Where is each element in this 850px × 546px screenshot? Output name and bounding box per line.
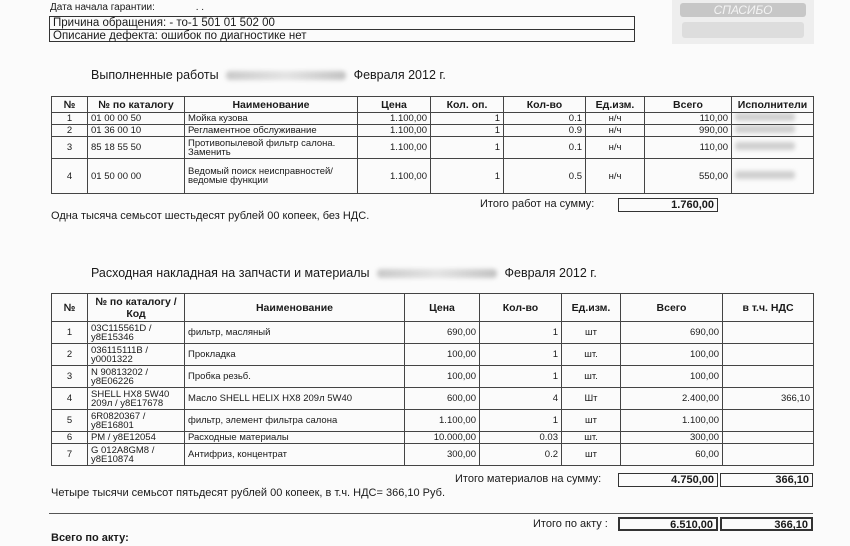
- col-ops: Кол. оп.: [431, 97, 504, 113]
- row-price: 10.000,00: [405, 432, 480, 444]
- logo-text: СПАСИБО: [713, 3, 773, 17]
- row-ops: 1: [431, 159, 504, 194]
- row-name: Антифриз, концентрат: [185, 444, 405, 466]
- row-unit: шт: [562, 444, 621, 466]
- row-name: Мойка кузова: [185, 113, 358, 125]
- parts-title-suffix: Февраля 2012 г.: [504, 266, 597, 280]
- row-price: 1.100,00: [358, 137, 431, 159]
- row-n: 1: [52, 322, 88, 344]
- row-name: Противопылевой фильтр салона. Заменить: [185, 137, 358, 159]
- row-qty: 1: [480, 410, 562, 432]
- works-title-suffix: Февраля 2012 г.: [353, 68, 446, 82]
- row-price: 300,00: [405, 444, 480, 466]
- divider: [49, 513, 813, 514]
- row-unit: шт.: [562, 366, 621, 388]
- row-ops: 1: [431, 137, 504, 159]
- row-unit: Шт: [562, 388, 621, 410]
- act-total-value: 6.510,00: [618, 517, 718, 531]
- stamp-logo: [672, 0, 814, 44]
- works-total-label: Итого работ на сумму:: [480, 198, 595, 210]
- warranty-start: [50, 2, 204, 13]
- col-unit: Ед.изм.: [586, 97, 645, 113]
- col-vat: в т.ч. НДС: [723, 294, 814, 322]
- reason-box: Причина обращения: - то-1 501 01 502 00: [49, 16, 635, 29]
- row-name: Пробка резьб.: [185, 366, 405, 388]
- row-price: 690,00: [405, 322, 480, 344]
- row-total: 100,00: [621, 344, 723, 366]
- row-executor: [732, 159, 814, 194]
- row-n: 1: [52, 113, 88, 125]
- row-name: фильтр, масляный: [185, 322, 405, 344]
- row-price: 1.100,00: [405, 410, 480, 432]
- row-code: N 90813202 / у8Е06226: [88, 366, 185, 388]
- col-total: Всего: [621, 294, 723, 322]
- row-code: G 012A8GM8 / у8Е10874: [88, 444, 185, 466]
- col-qty: Кол-во: [480, 294, 562, 322]
- row-name: Ведомый поиск неисправностей/ведомые функции: [185, 159, 358, 194]
- row-code: SHELL HX8 5W40 209л / у8Е17678: [88, 388, 185, 410]
- warranty-value: . .: [195, 2, 205, 13]
- row-total: 1.100,00: [621, 410, 723, 432]
- col-n: №: [52, 294, 88, 322]
- row-name: Прокладка: [185, 344, 405, 366]
- act-all-label: Всего по акту:: [51, 532, 129, 544]
- redacted-date: [377, 269, 497, 278]
- row-total: 990,00: [645, 125, 732, 137]
- row-name: Регламентное обслуживание: [185, 125, 358, 137]
- row-name: фильтр, элемент фильтра салона: [185, 410, 405, 432]
- act-total-label: Итого по акту :: [533, 518, 608, 530]
- row-total: 100,00: [621, 366, 723, 388]
- table-row: [52, 388, 814, 410]
- row-price: 100,00: [405, 366, 480, 388]
- row-qty: 1: [480, 366, 562, 388]
- row-name: Масло SHELL HELIX HX8 209л 5W40: [185, 388, 405, 410]
- row-code: РМ / у8Е12054: [88, 432, 185, 444]
- row-n: 3: [52, 137, 88, 159]
- col-price: Цена: [358, 97, 431, 113]
- row-code: 036115111B / у0001322: [88, 344, 185, 366]
- works-table: [51, 96, 814, 194]
- row-unit: н/ч: [586, 113, 645, 125]
- parts-title: [91, 266, 597, 280]
- col-total: Всего: [645, 97, 732, 113]
- row-qty: 0.1: [504, 113, 586, 125]
- row-vat: 366,10: [723, 388, 814, 410]
- redacted-date: [226, 71, 346, 80]
- table-row: [52, 137, 814, 159]
- row-unit: шт.: [562, 344, 621, 366]
- row-total: 110,00: [645, 113, 732, 125]
- row-code: 03C115561D / у8Е15346: [88, 322, 185, 344]
- row-qty: 0.03: [480, 432, 562, 444]
- table-row: [52, 366, 814, 388]
- col-code: № по каталогу: [88, 97, 185, 113]
- act-total-vat: 366,10: [720, 517, 813, 531]
- row-executor: [732, 113, 814, 125]
- row-price: 1.100,00: [358, 125, 431, 137]
- row-price: 1.100,00: [358, 159, 431, 194]
- row-n: 5: [52, 410, 88, 432]
- row-unit: шт.: [562, 432, 621, 444]
- row-unit: шт: [562, 322, 621, 344]
- row-qty: 1: [480, 322, 562, 344]
- col-qty: Кол-во: [504, 97, 586, 113]
- parts-total-label: Итого материалов на сумму:: [455, 473, 602, 485]
- row-vat: [723, 366, 814, 388]
- row-total: 60,00: [621, 444, 723, 466]
- row-qty: 0.5: [504, 159, 586, 194]
- row-vat: [723, 444, 814, 466]
- row-n: 2: [52, 125, 88, 137]
- table-row: [52, 125, 814, 137]
- parts-title-prefix: Расходная накладная на запчасти и материалы: [91, 266, 370, 280]
- row-vat: [723, 410, 814, 432]
- row-vat: [723, 432, 814, 444]
- works-total-words: Одна тысяча семьсот шестьдесят рублей 00 копеек, без НДС.: [51, 210, 370, 222]
- row-code: 6R0820367 / у8Е16801: [88, 410, 185, 432]
- works-title: [91, 68, 446, 82]
- row-n: 6: [52, 432, 88, 444]
- row-executor: [732, 125, 814, 137]
- table-row: [52, 113, 814, 125]
- row-vat: [723, 322, 814, 344]
- warranty-label: Дата начала гарантии:: [50, 2, 155, 13]
- row-total: 300,00: [621, 432, 723, 444]
- row-qty: 1: [480, 344, 562, 366]
- col-executors: Исполнители: [732, 97, 814, 113]
- row-price: 600,00: [405, 388, 480, 410]
- row-n: 2: [52, 344, 88, 366]
- row-code: 01 50 00 00: [88, 159, 185, 194]
- row-unit: н/ч: [586, 137, 645, 159]
- works-title-prefix: Выполненные работы: [91, 68, 219, 82]
- col-unit: Ед.изм.: [562, 294, 621, 322]
- defect-box: Описание дефекта: ошибок по диагностике нет: [49, 29, 635, 42]
- row-n: 7: [52, 444, 88, 466]
- row-ops: 1: [431, 113, 504, 125]
- table-row: [52, 432, 814, 444]
- row-ops: 1: [431, 125, 504, 137]
- row-name: Расходные материалы: [185, 432, 405, 444]
- parts-total-value: 4.750,00: [618, 473, 718, 487]
- col-name: Наименование: [185, 294, 405, 322]
- row-vat: [723, 344, 814, 366]
- col-price: Цена: [405, 294, 480, 322]
- row-qty: 4: [480, 388, 562, 410]
- col-n: №: [52, 97, 88, 113]
- row-unit: н/ч: [586, 125, 645, 137]
- parts-total-vat: 366,10: [720, 473, 813, 487]
- parts-table: [51, 293, 814, 466]
- row-qty: 0.9: [504, 125, 586, 137]
- row-code: 85 18 55 50: [88, 137, 185, 159]
- row-price: 100,00: [405, 344, 480, 366]
- col-code: № по каталогу / Код: [88, 294, 185, 322]
- row-unit: шт: [562, 410, 621, 432]
- parts-header-row: [52, 294, 814, 322]
- row-executor: [732, 137, 814, 159]
- table-row: [52, 322, 814, 344]
- parts-total-words: Четыре тысячи семьсот пятьдесят рублей 00 копеек, в т.ч. НДС= 366,10 Руб.: [51, 487, 446, 499]
- row-qty: 0.2: [480, 444, 562, 466]
- row-total: 550,00: [645, 159, 732, 194]
- row-n: 4: [52, 159, 88, 194]
- works-header-row: [52, 97, 814, 113]
- row-total: 690,00: [621, 322, 723, 344]
- row-n: 4: [52, 388, 88, 410]
- row-n: 3: [52, 366, 88, 388]
- table-row: [52, 410, 814, 432]
- col-name: Наименование: [185, 97, 358, 113]
- table-row: [52, 444, 814, 466]
- row-total: 110,00: [645, 137, 732, 159]
- table-row: [52, 344, 814, 366]
- row-price: 1.100,00: [358, 113, 431, 125]
- table-row: [52, 159, 814, 194]
- row-code: 01 00 00 50: [88, 113, 185, 125]
- row-code: 01 36 00 10: [88, 125, 185, 137]
- row-unit: н/ч: [586, 159, 645, 194]
- works-total-value: 1.760,00: [618, 198, 718, 212]
- row-qty: 0.1: [504, 137, 586, 159]
- row-total: 2.400,00: [621, 388, 723, 410]
